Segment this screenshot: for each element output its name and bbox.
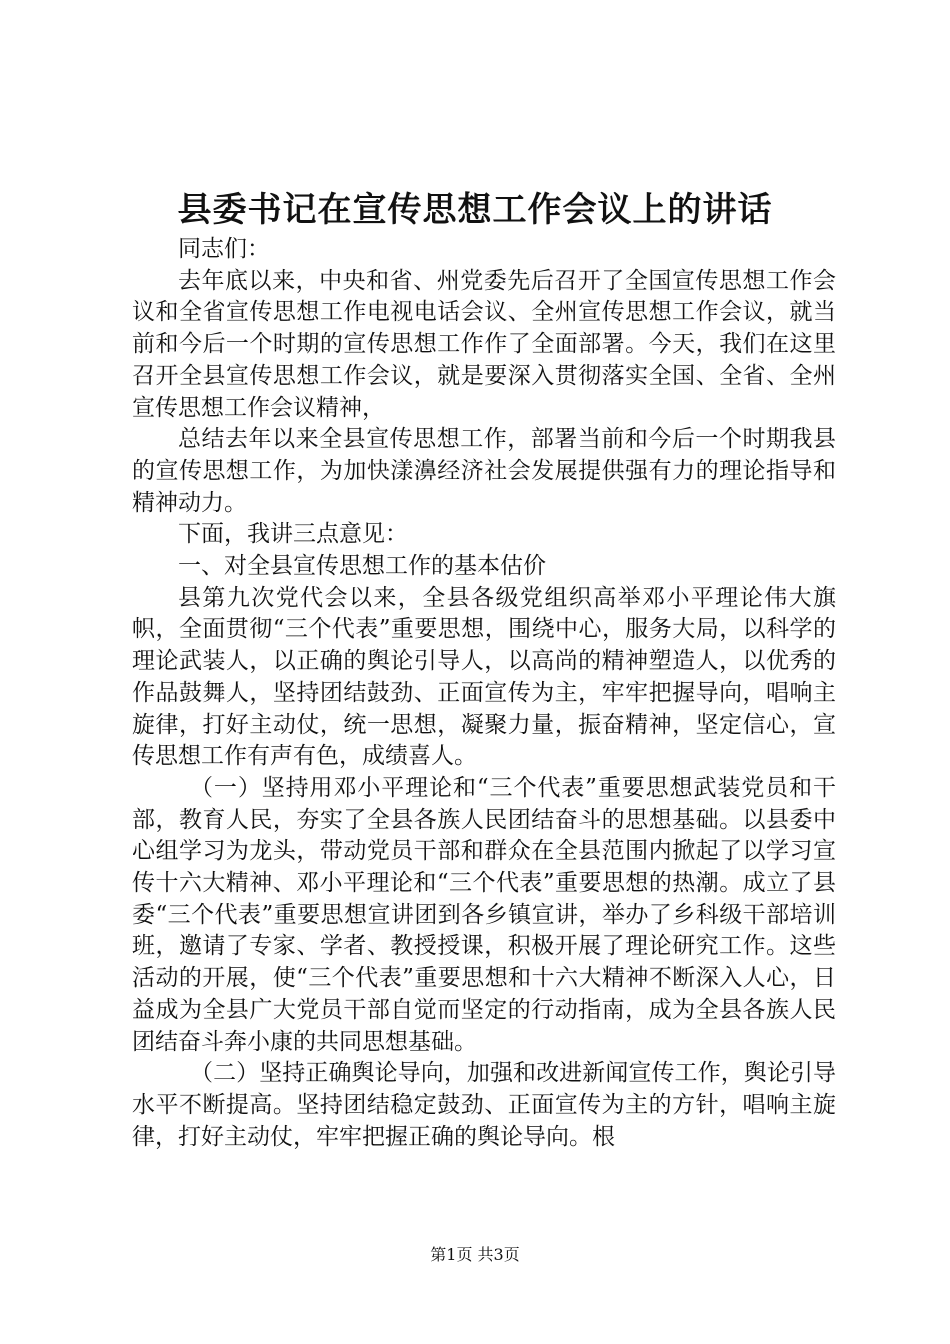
document-body <box>132 234 836 1153</box>
document-title: 县委书记在宣传思想工作会议上的讲话 <box>177 190 773 230</box>
page-number: 第1页 共3页 <box>430 1245 520 1264</box>
paragraph: 县第九次党代会以来，全县各级党组织高举邓小平理论伟大旗帜，全面贯彻“三个代表”重要思想，围绕中心，服务大局，以科学的理论武装人，以正确的舆论引导人，以高尚的精神塑造人，以优秀的作品鼓舞人，坚持团结鼓劲、正面宣传为主，牢牢把握导向，唱响主旋律，打好主动仗，统一思想，凝聚力量，振奋精神，坚定信心，宣传思想工作有声有色，成绩喜人。 <box>132 584 836 770</box>
subsection-paragraph: （一）坚持用邓小平理论和“三个代表”重要思想武装党员和干部，教育人民，夯实了全县各族人民团结奋斗的思想基础。以县委中心组学习为龙头，带动党员干部和群众在全县范围内掀起了以学习宣传十六大精神、邓小平理论和“三个代表”重要思想的热潮。成立了县委“三个代表”重要思想宣讲团到各乡镇宣讲，举办了乡科级干部培训班，邀请了专家、学者、教授授课，积极开展了理论研究工作。这些活动的开展，使“三个代表”重要思想和十六大精神不断深入人心，日益成为全县广大党员干部自觉而坚定的行动指南，成为全县各族人民团结奋斗奔小康的共同思想基础。 <box>132 774 836 1055</box>
section-heading: 一、对全县宣传思想工作的基本估价 <box>178 553 546 580</box>
paragraph: 去年底以来，中央和省、州党委先后召开了全国宣传思想工作会议和全省宣传思想工作电视电话会议、全州宣传思想工作会议，就当前和今后一个时期的宣传思想工作作了全面部署。今天，我们在这里召开全县宣传思想工作会议，就是要深入贯彻落实全国、全省、全州宣传思想工作会议精神， <box>132 267 836 421</box>
salutation: 同志们： <box>178 236 270 262</box>
subsection-paragraph: （二）坚持正确舆论导向，加强和改进新闻宣传工作，舆论引导水平不断提高。坚持团结稳定鼓劲、正面宣传为主的方针，唱响主旋律，打好主动仗，牢牢把握正确的舆论导向。根 <box>132 1060 836 1150</box>
paragraph: 总结去年以来全县宣传思想工作，部署当前和今后一个时期我县的宣传思想工作，为加快漾濞经济社会发展提供强有力的理论指导和精神动力。 <box>132 426 836 516</box>
paragraph: 下面，我讲三点意见： <box>178 521 408 548</box>
